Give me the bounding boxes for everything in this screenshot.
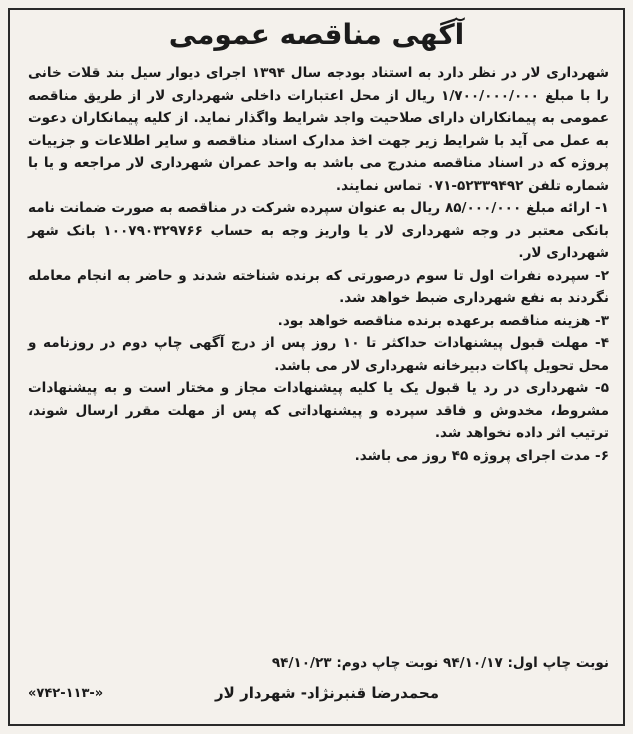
ad-body xyxy=(28,62,609,467)
condition-item: ۳- هزینه مناقصه برعهده برنده مناقصه خواهد بود. xyxy=(277,312,609,329)
intro-paragraph: شهرداری لار در نظر دارد به استناد بودجه سال ۱۳۹۴ اجرای دیوار سیل بند قلات خانی را با مبلغ ۱/۷۰۰/۰۰۰/۰۰۰ ریال از محل اعتبارات داخلی شهرداری لار از طریق مناقصه عمومی به پیمانکاران دارای صلاحیت واجد شرایط واگذار نماید. از کلیه پیمانکاران دعوت به عمل می آید با شرایط زیر جهت اخذ مدارک اسناد مناقصه و سایر اطلاعات و جزییات پروژه که در اسناد مناقصه مندرج می باشد به واحد عمران شهرداری لار مراجعه و یا با شماره تلفن ۵۲۳۳۹۴۹۲-۰۷۱ تماس نمایند. xyxy=(28,65,609,194)
condition-item: ۱- ارائه مبلغ ۸۵/۰۰۰/۰۰۰ ریال به عنوان سپرده شرکت در مناقصه به صورت ضمانت نامه بانکی معتبر در وجه شهرداری لار یا واریز وجه به حساب ۱۰۰۷۹۰۳۲۹۷۶۶ بانک شهر شهرداری لار. xyxy=(28,200,609,261)
condition-item: ۲- سپرده نفرات اول تا سوم درصورتی که برنده شناخته شدند و حاضر به انجام معامله نگردند به نفع شهرداری ضبط خواهد شد. xyxy=(28,267,609,306)
ad-footer xyxy=(28,684,609,710)
condition-item: ۴- مهلت قبول پیشنهادات حداکثر تا ۱۰ روز پس از درج آگهی چاپ دوم در روزنامه و محل تحویل پاکات دبیرخانه شهرداری لار می باشد. xyxy=(28,335,609,374)
signature: محمدرضا قنبرنژاد- شهردار لار xyxy=(215,684,439,702)
ad-code: «۷۴۲-۱۱۳-» xyxy=(28,686,104,701)
condition-item: ۶- مدت اجرای پروژه ۴۵ روز می باشد. xyxy=(354,447,609,464)
condition-item: ۵- شهرداری در رد یا قبول یک یا کلیه پیشنهادات مجاز و مختار است و به پیشنهادات مشروط، مخدوش و فاقد سپرده و پیشنهاداتی که پس از مهلت مقرر ارسال شوند، ترتیب اثر داده نخواهد شد. xyxy=(28,380,609,441)
print-dates: نوبت چاپ اول: ۹۴/۱۰/۱۷ نوبت چاپ دوم: ۹۴/۱۰/۲۳ xyxy=(271,655,609,671)
ad-title: آگهی مناقصه عمومی xyxy=(168,18,465,51)
